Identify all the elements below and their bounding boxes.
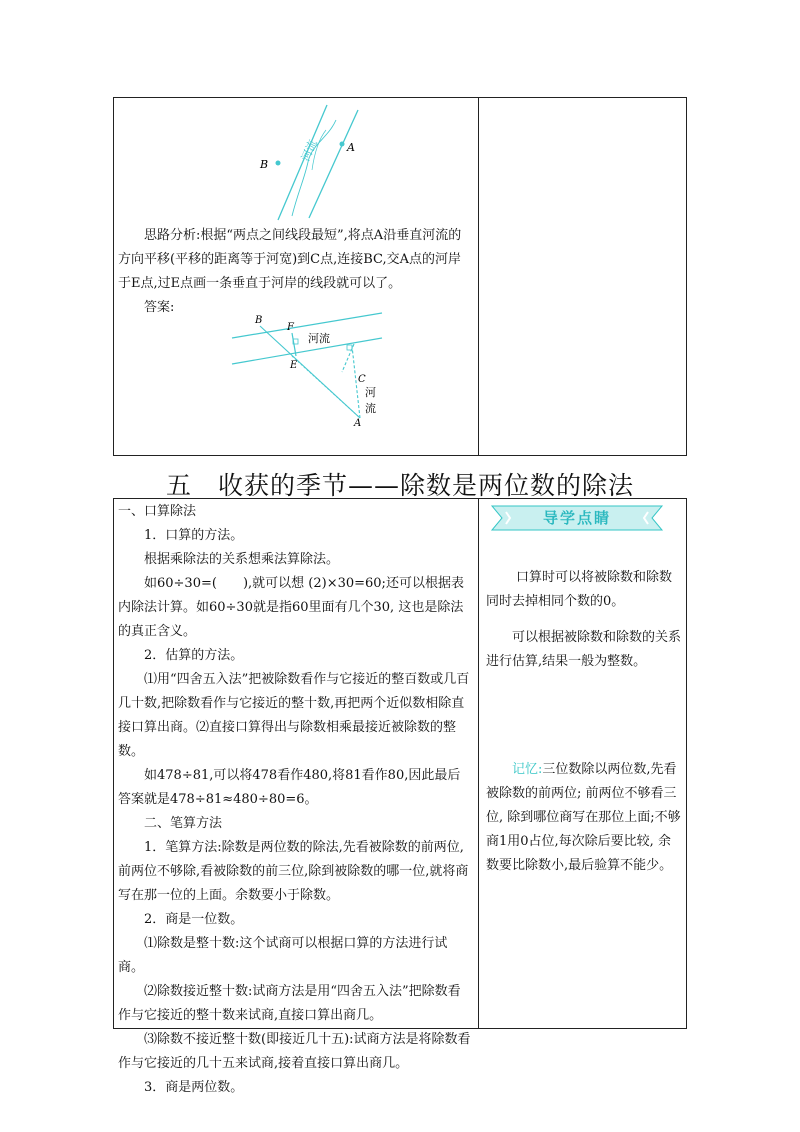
estimate-example: 如478÷81,可以将478看作480,将81看作80,因此最后答案就是478÷81≈480÷80=6。 bbox=[118, 768, 461, 807]
item-estimate-method: 2．估算的方法。 bbox=[144, 648, 244, 663]
top-table-divider bbox=[478, 97, 479, 456]
heading-written-method: 二、笔算方法 bbox=[144, 816, 223, 831]
point-b bbox=[276, 161, 281, 166]
written-method: 1．笔算方法:除数是两位数的除法,先看被除数的前两位,前两位不够除,看被除数的前三位,除到被除数的哪一位,就将商写在那一位的上面。余数要小于除数。 bbox=[118, 840, 469, 903]
label-b: B bbox=[260, 158, 269, 171]
fig2-river-h: 河流 bbox=[308, 332, 330, 345]
river-bank-left bbox=[278, 105, 327, 220]
river-figure bbox=[240, 100, 380, 225]
item-oral-method: 1．口算的方法。 bbox=[144, 528, 244, 543]
rule-tens-divisor: ⑴除数是整十数:这个试商可以根据口算的方法进行试商。 bbox=[118, 936, 448, 975]
memory-label: 记忆: bbox=[512, 762, 543, 777]
rule-not-near-tens: ⑶除数不接近整十数(即接近几十五):试商方法是将除数看作与它接近的几十五来试商,接着直接口算出商几。 bbox=[118, 1032, 471, 1071]
fig2-b: B bbox=[255, 315, 263, 326]
note-memory bbox=[486, 758, 681, 878]
main-table-divider bbox=[478, 498, 479, 1029]
section-title: 五 收获的季节——除数是两位数的除法 bbox=[165, 471, 634, 500]
banner-title: 导学点睛 bbox=[542, 509, 611, 527]
point-a bbox=[340, 142, 345, 147]
river-label: 河流 bbox=[298, 137, 320, 164]
rule-near-tens: ⑵除数接近整十数:试商方法是用“四舍五入法”把除数看作与它接近的整十数来试商,直接口算出商几。 bbox=[118, 984, 461, 1023]
bank-lower bbox=[232, 338, 382, 364]
river-bank-right bbox=[309, 110, 358, 218]
fig2-e: E bbox=[290, 360, 298, 371]
oral-relation: 根据乘除法的关系想乘法算除法。 bbox=[144, 552, 340, 567]
memory-text: 三位数除以两位数,先看被除数的前两位; 前两位不够看三位, 除到哪位商写在那位上面;不够商1用0占位,每次除后要比较, 余数要比除数小,最后验算不能少。 bbox=[486, 762, 681, 873]
fig2-a: A bbox=[354, 418, 362, 428]
item-one-digit-quotient: 2．商是一位数。 bbox=[144, 912, 244, 927]
oral-example: 如60÷30=( ),就可以想 (2)×30=60;还可以根据表内除法计算。如60÷30就是指60里面有几个30, 这也是除法的真正含义。 bbox=[118, 576, 464, 639]
note-estimate: 可以根据被除数和除数的关系进行估算,结果一般为整数。 bbox=[486, 630, 682, 669]
estimate-rules: ⑴用“四舍五入法”把被除数看作与它接近的整百数或几百几十数,把除数看作与它接近的整十数,再把两个近似数相除直接口算出商。⑵直接口算得出与除数相乘最接近被除数的整数。 bbox=[118, 672, 470, 759]
fig2-river-v2: 流 bbox=[365, 402, 376, 415]
fig2-c: C bbox=[358, 374, 366, 385]
answer-label: 答案: bbox=[144, 300, 175, 315]
guide-banner bbox=[488, 504, 666, 532]
fig2-river-v1: 河 bbox=[365, 386, 376, 399]
note-oral: 口算时可以将被除数和除数同时去掉相同个数的0。 bbox=[486, 570, 673, 609]
item-two-digit-quotient: 3．商是两位数。 bbox=[144, 1080, 244, 1095]
label-a: A bbox=[347, 141, 355, 154]
segment-ef bbox=[292, 333, 296, 356]
fig2-f: F bbox=[287, 322, 294, 333]
heading-oral-division: 一、口算除法 bbox=[118, 504, 197, 519]
analysis-text: 思路分析:根据“两点之间线段最短”,将点A沿垂直河流的方向平移(平移的距离等于河宽)到C点,连接BC,交A点的河岸于E点,过E点画一条垂直于河岸的线段就可以了。 bbox=[118, 228, 462, 291]
answer-figure bbox=[230, 308, 390, 428]
